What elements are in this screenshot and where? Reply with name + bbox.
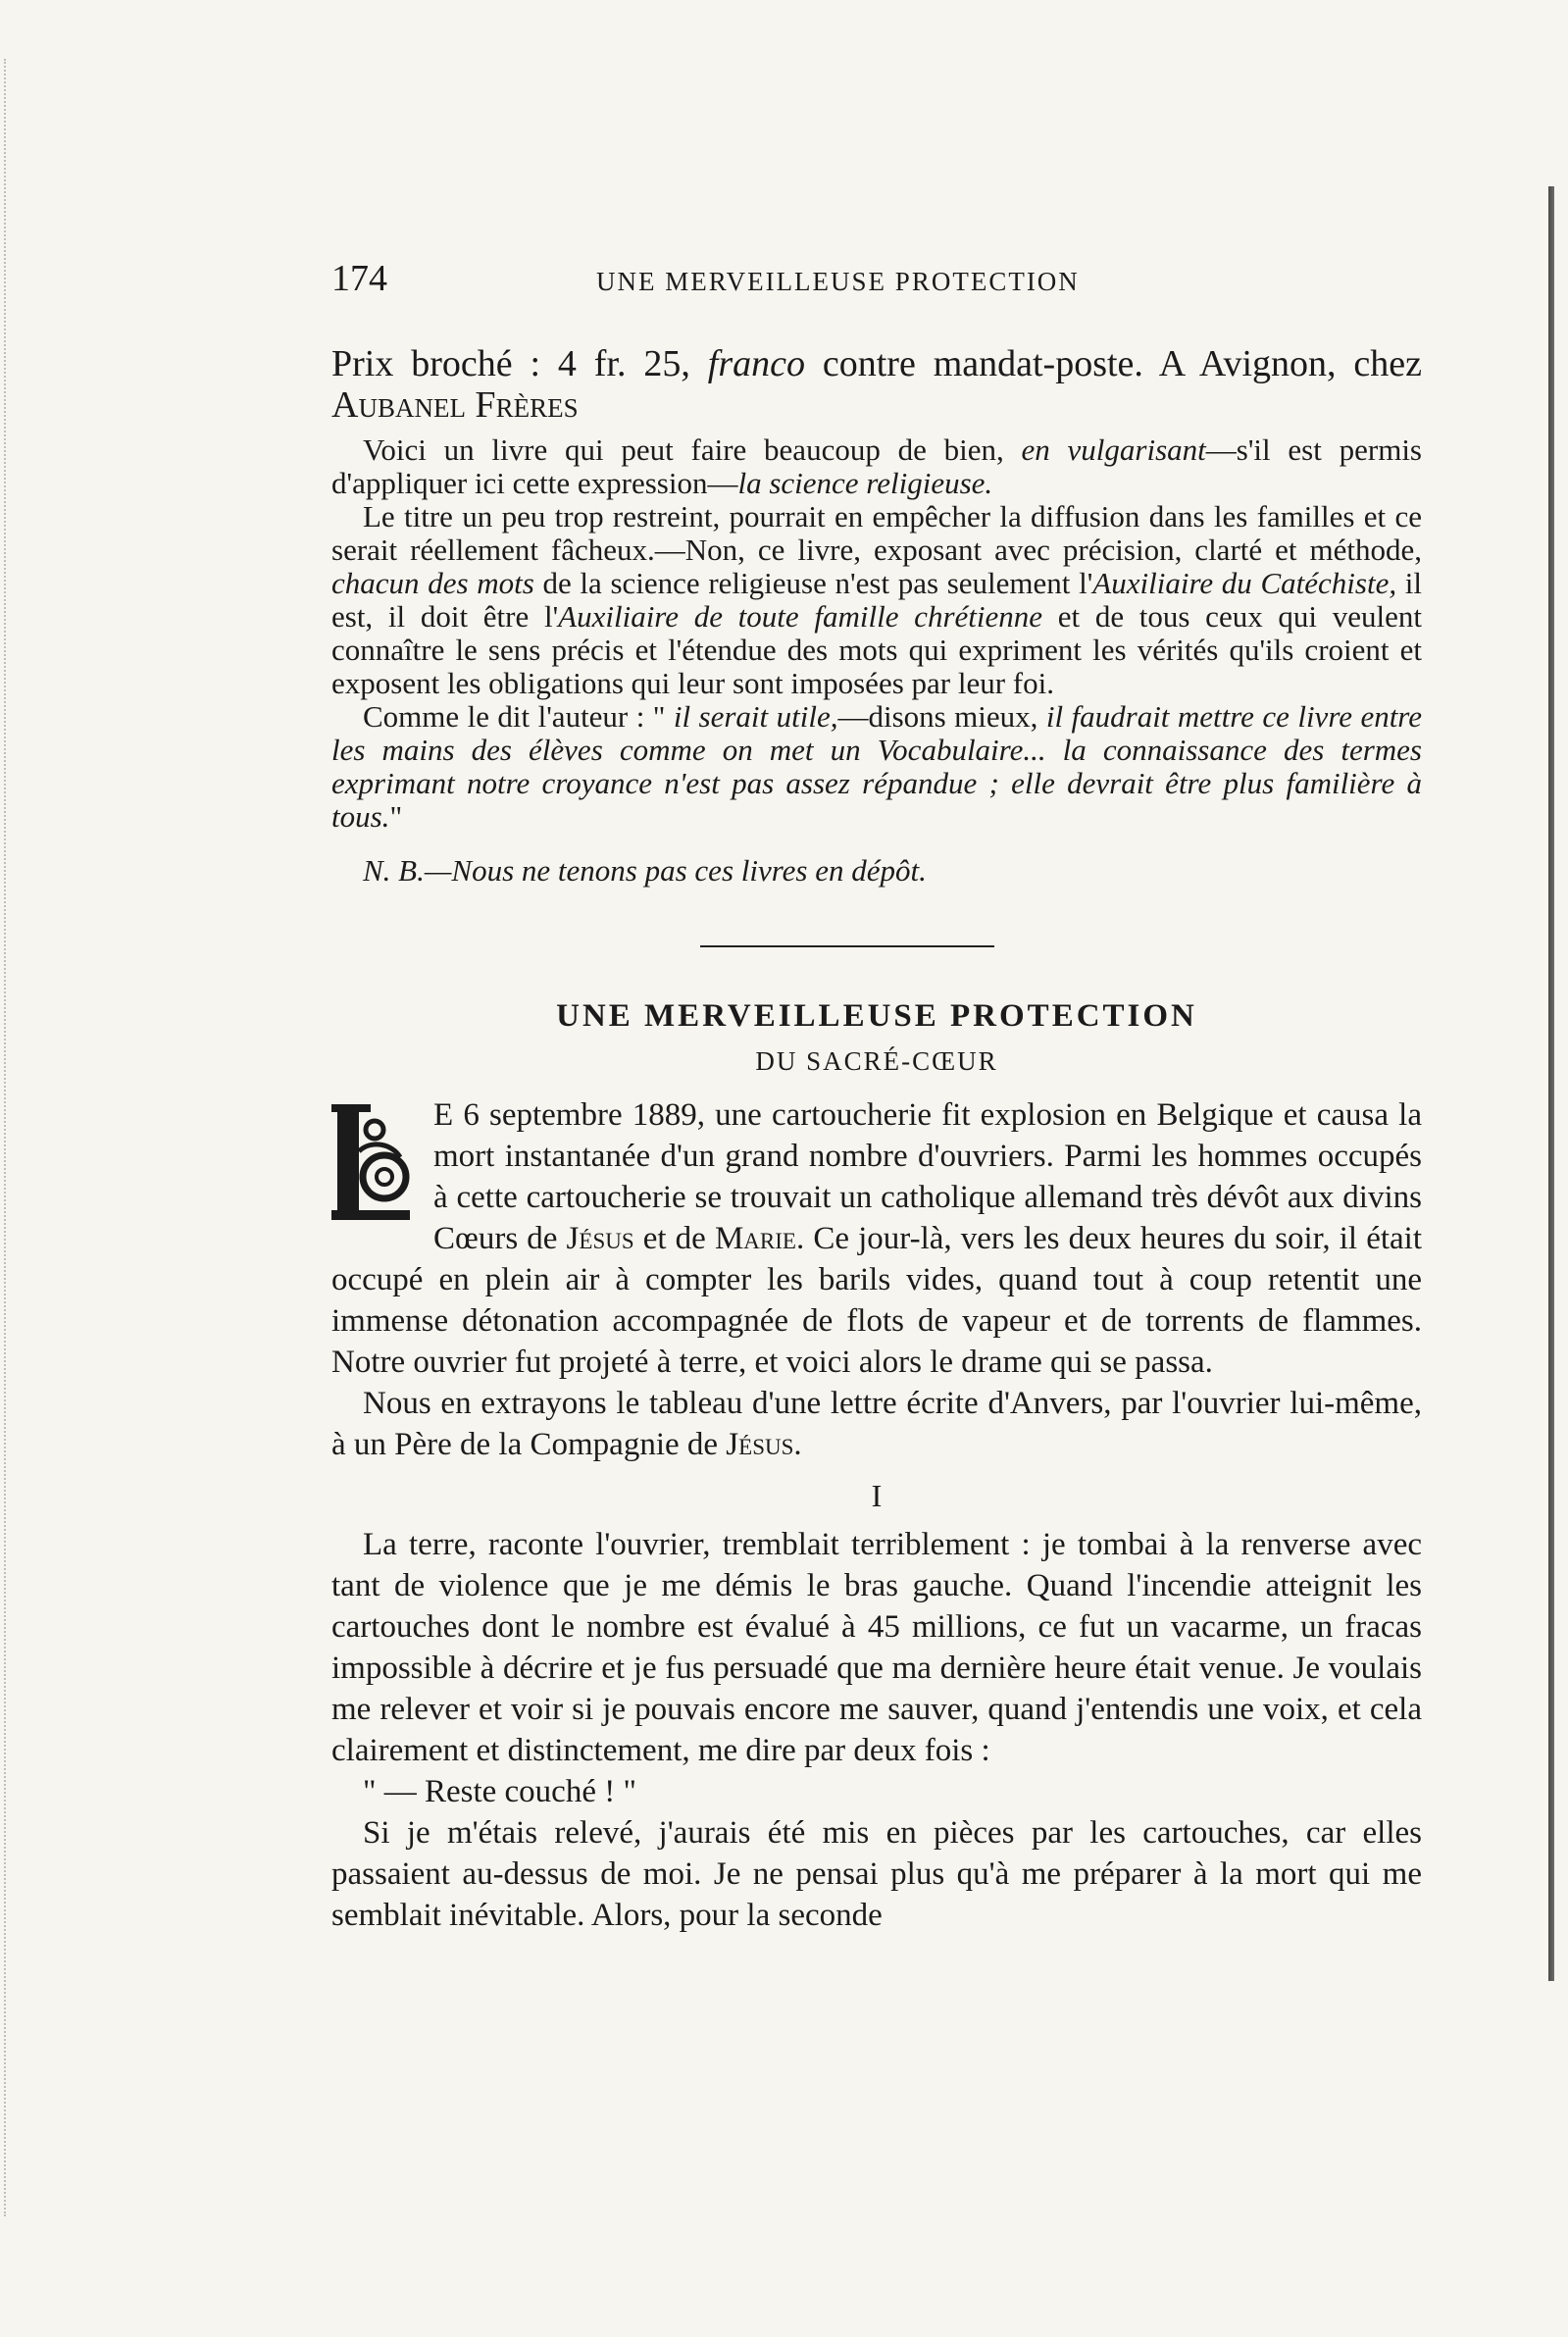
article-paragraph: Si je m'étais relevé, j'aurais été mis en pièces par les cartouches, car elles passaient au-dessus de moi. Je ne pensai plus qu'à me préparer à la mort qui me semblait inévitable. Alors, pour la seconde	[331, 1815, 1422, 1933]
notice-paragraph: Voici un livre qui peut faire beaucoup de bien, en vulgarisant—s'il est permis d'appliquer ici cette expression—la science religieuse.	[331, 432, 1422, 500]
price-text-2: contre mandat-poste. A Avignon, chez	[805, 343, 1422, 384]
running-title: UNE MERVEILLEUSE PROTECTION	[596, 267, 1080, 296]
running-head	[331, 257, 1422, 306]
drop-cap-ornament	[331, 1100, 412, 1222]
book-notice	[331, 433, 1422, 834]
price-line	[331, 343, 1422, 426]
page-column	[331, 257, 1422, 1936]
article-body	[331, 1094, 1422, 1936]
article-paragraph: E 6 septembre 1889, une cartoucherie fit explosion en Belgique et causa la mort instantanée d'un grand nombre d'ouvriers. Parmi les hommes occupés à cette cartoucherie se trouvait un catholique allemand très dévôt aux divins Cœurs de Jésus et de Marie. Ce jour-là, vers les deux heures du soir, il était occupé en plein air à compter les barils vides, quand tout à coup retentit une immense détonation accompagnée de flots de vapeur et de torrents de flammes. Notre ouvrier fut projeté à terre, et voici alors le drame qui se passa.	[331, 1097, 1422, 1380]
notice-paragraph: Comme le dit l'auteur : " il serait utile,—disons mieux, il faudrait mettre ce livre entre les mains des élèves comme on met un Vocabulaire... la connaissance des termes exprimant notre croyance n'est pas assez répandue ; elle devrait être plus familière à tous."	[331, 699, 1422, 834]
page-number: 174	[331, 258, 387, 299]
article-title: UNE MERVEILLEUSE PROTECTION	[556, 998, 1197, 1034]
page-edge-left	[4, 59, 9, 2216]
section-number: I	[871, 1478, 883, 1513]
article-paragraph: La terre, raconte l'ouvrier, tremblait terriblement : je tombai à la renverse avec tant de violence que je me démis le bras gauche. Quand l'incendie atteignit les cartouches dont le nombre est évalué à 45 millions, ce fut un vacarme, un fracas impossible à décrire et je fus persuadé que ma dernière heure était venue. Je voulais me relever et voir si je pouvais encore me sauver, quand j'entendis une voix, et cela clairement et distinctement, me dire par deux fois :	[331, 1527, 1422, 1768]
article-quote: " — Reste couché ! "	[363, 1774, 636, 1809]
publisher: Aubanel Frères	[331, 384, 579, 426]
price-text: Prix broché : 4 fr. 25,	[331, 343, 708, 384]
nb-note: N. B.—Nous ne tenons pas ces livres en dépôt.	[363, 853, 927, 888]
notice-paragraph: Le titre un peu trop restreint, pourrait en empêcher la diffusion dans les familles et ce serait réellement fâcheux.—Non, ce livre, exposant avec précision, clarté et méthode, chacun des mots de la science religieuse n'est pas seulement l'Auxiliaire du Catéchiste, il est, il doit être l'Auxiliaire de toute famille chrétienne et de tous ceux qui veulent connaître le sens précis et l'étendue des mots qui expriment les vérités qu'ils croient et exposent les obligations qui leur sont imposées par leur foi.	[331, 499, 1422, 700]
article-paragraph: Nous en extrayons le tableau d'une lettre écrite d'Anvers, par l'ouvrier lui-même, à un Père de la Compagnie de Jésus.	[331, 1386, 1422, 1462]
article-subtitle: DU SACRÉ-CŒUR	[755, 1046, 998, 1076]
section-rule	[700, 945, 994, 947]
page-edge-right	[1548, 186, 1554, 1981]
price-franco: franco	[707, 343, 805, 384]
